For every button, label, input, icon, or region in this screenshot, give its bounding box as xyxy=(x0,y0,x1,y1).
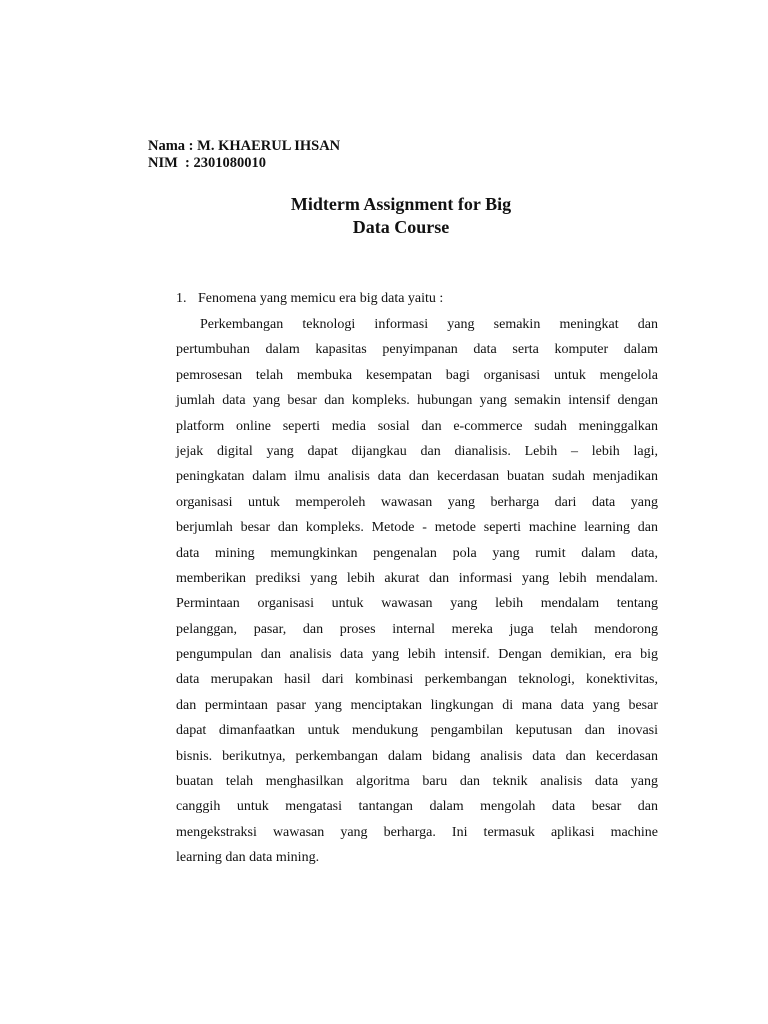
answer-line: dapat dimanfaatkan untuk mendukung pengambilan keputusan dan inovasi xyxy=(176,723,658,739)
student-nim: NIM : 2301080010 xyxy=(148,155,267,171)
answer-line: data merupakan hasil dari kombinasi perkembangan teknologi, konektivitas, xyxy=(176,672,658,688)
answer-line: jejak digital yang dapat dijangkau dan dianalisis. Lebih – lebih lagi, xyxy=(176,443,658,459)
answer-line: canggih untuk mengatasi tantangan dalam mengolah data besar dan xyxy=(176,799,658,815)
answer-line: pelanggan, pasar, dan proses internal mereka juga telah mendorong xyxy=(176,621,658,637)
answer-line: platform online seperti media sosial dan e-commerce sudah meninggalkan xyxy=(176,418,658,434)
answer-paragraph xyxy=(176,312,658,871)
answer-line: dan permintaan pasar yang menciptakan lingkungan di mana data yang besar xyxy=(176,697,658,713)
answer-line: jumlah data yang besar dan kompleks. hubungan yang semakin intensif dengan xyxy=(176,393,658,409)
answer-line: learning dan data mining. xyxy=(176,850,320,866)
answer-line: pemrosesan telah membuka kesempatan bagi organisasi untuk mengelola xyxy=(176,367,658,383)
answer-line: organisasi untuk memperoleh wawasan yang berharga dari data yang xyxy=(176,494,658,510)
answer-line: data mining memungkinkan pengenalan pola yang rumit dalam data, xyxy=(176,545,658,561)
answer-line: berjumlah besar dan kompleks. Metode - metode seperti machine learning dan xyxy=(176,520,658,536)
student-name: Nama : M. KHAERUL IHSAN xyxy=(148,138,341,154)
answer-line: pengumpulan dan analisis data yang lebih intensif. Dengan demikian, era big xyxy=(176,647,658,663)
student-info xyxy=(148,138,340,172)
answer-line: pertumbuhan dalam kapasitas penyimpanan data serta komputer dalam xyxy=(176,342,658,358)
answer-line: bisnis. berikutnya, perkembangan dalam bidang analisis data dan kecerdasan xyxy=(176,748,658,764)
question-text: Fenomena yang memicu era big data yaitu : xyxy=(198,291,444,306)
question-number: 1. xyxy=(176,291,187,306)
answer-line: Permintaan organisasi untuk wawasan yang lebih mendalam tentang xyxy=(176,596,658,612)
answer-line: peningkatan dalam ilmu analisis data dan kecerdasan buatan sudah menjadikan xyxy=(176,469,658,485)
answer-line: Perkembangan teknologi informasi yang semakin meningkat dan xyxy=(200,317,658,332)
answer-line: memberikan prediksi yang lebih akurat dan informasi yang lebih mendalam. xyxy=(176,570,658,586)
title-line-1: Midterm Assignment for Big xyxy=(290,194,512,214)
answer-line: buatan telah menghasilkan algoritma baru dan teknik analisis data yang xyxy=(176,774,658,790)
answer-line: mengekstraksi wawasan yang berharga. Ini termasuk aplikasi machine xyxy=(176,824,658,840)
question-1 xyxy=(176,290,443,307)
document-title xyxy=(200,193,602,239)
title-line-2: Data Course xyxy=(352,217,450,237)
